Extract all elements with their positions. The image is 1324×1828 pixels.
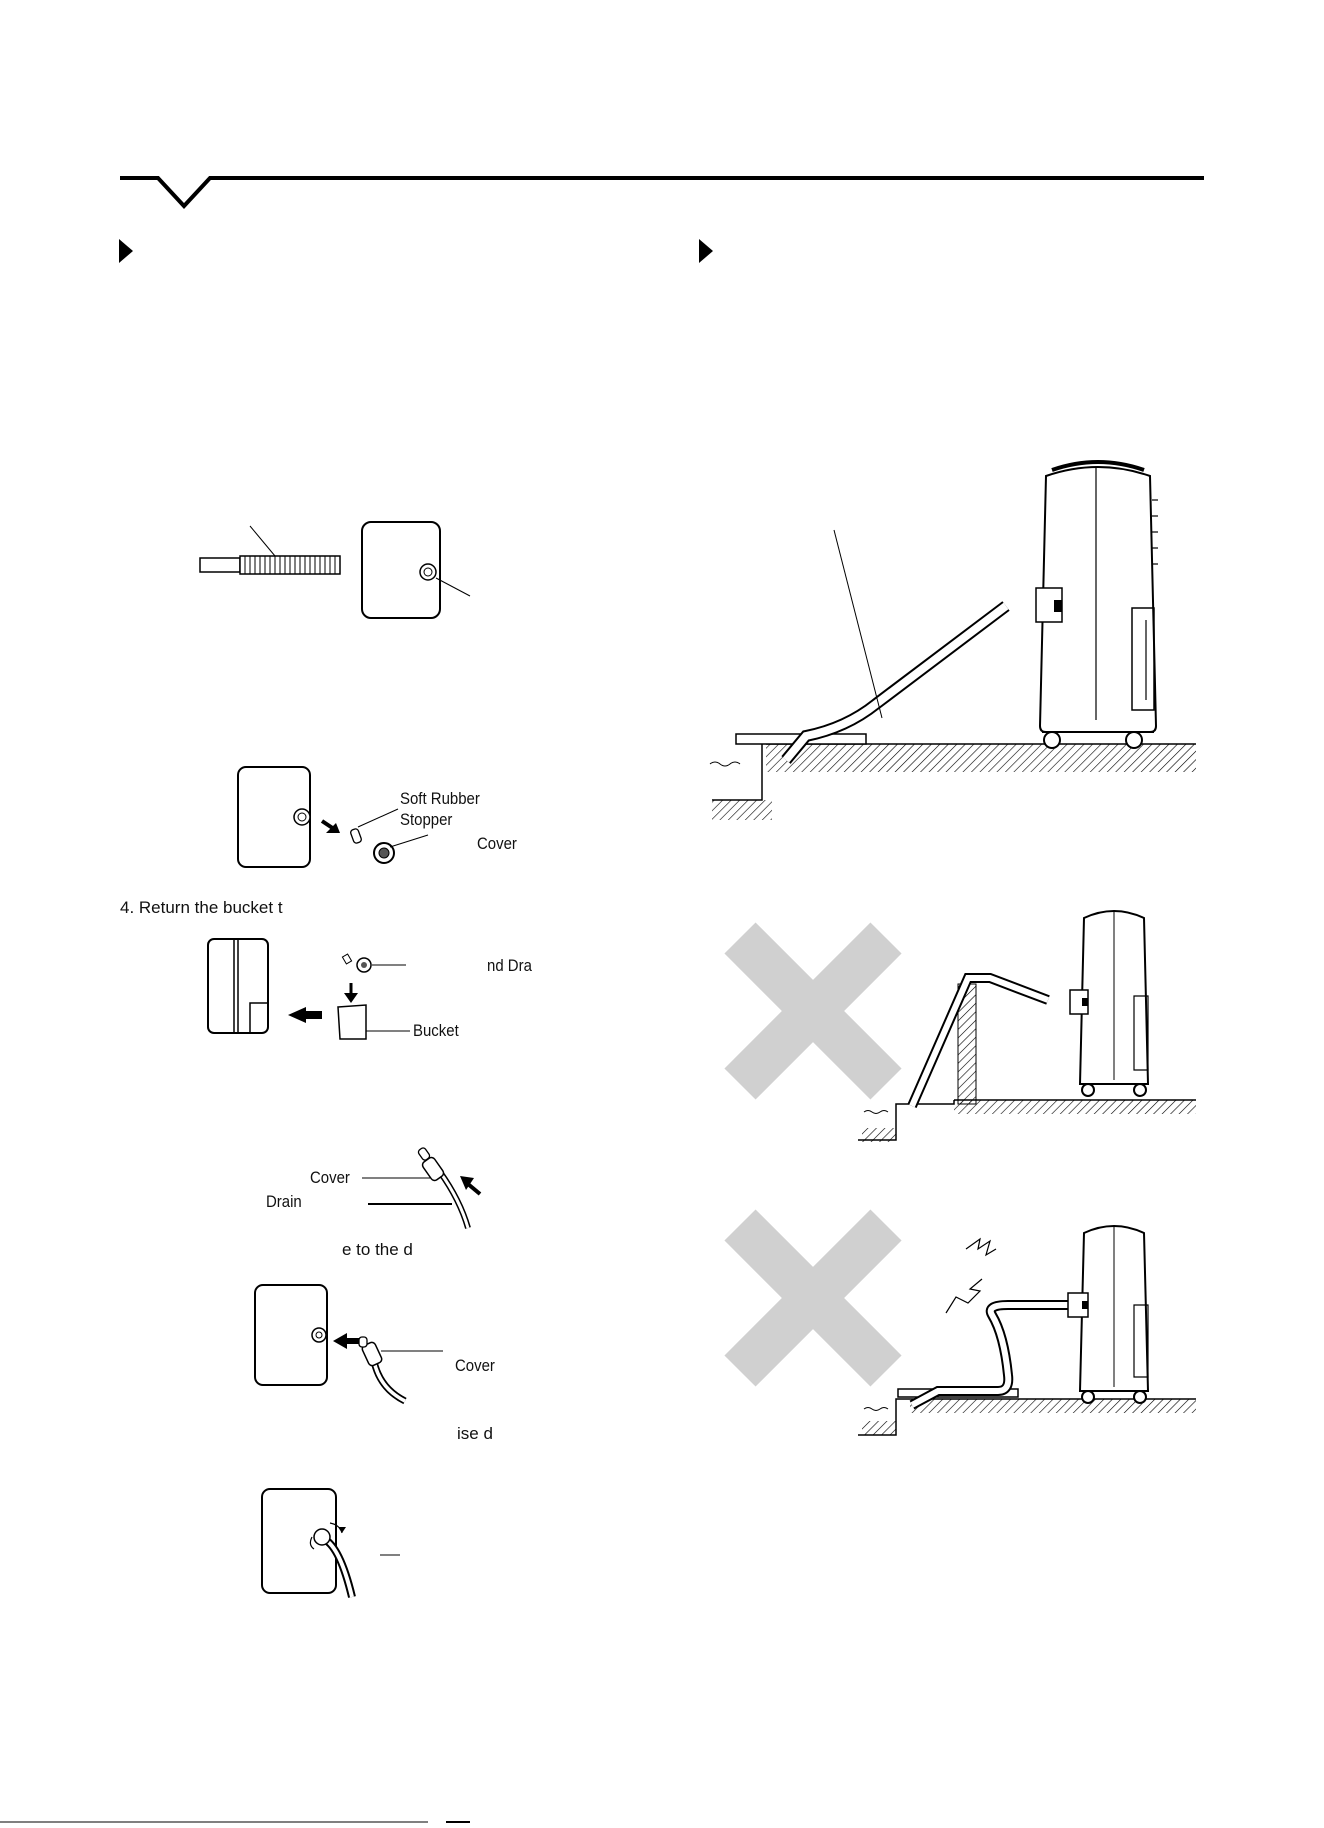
step-4-text: 4. Return the bucket t (120, 898, 283, 917)
label-soft-rubber-stopper: Soft Rubber Stopper (400, 789, 480, 829)
fig7-caption-partial: ise d (457, 1424, 493, 1443)
fig6-caption-partial: e to the d (342, 1240, 413, 1259)
hose-twist-figure (260, 1487, 460, 1607)
section-bullet-right (699, 239, 719, 269)
label-cover-fig5: Cover (310, 1168, 350, 1187)
page-footer-mark (0, 1818, 900, 1828)
header-rule (0, 0, 1324, 220)
wrong-drain-setup-kinked-figure (858, 1195, 1198, 1455)
hose-and-drain-figure (190, 520, 510, 650)
hose-attach-figure (253, 1283, 473, 1403)
label-cover-fig2: Cover (477, 834, 517, 853)
label-drain-fig5: Drain (266, 1192, 302, 1211)
cover-on-hose-figure (350, 1148, 530, 1228)
bucket-return-figure (206, 935, 506, 1045)
wrong-drain-setup-raised-figure (858, 900, 1198, 1160)
label-drain-partial-fig4: nd Dra (487, 956, 532, 975)
label-cover-fig6: Cover (455, 1356, 495, 1375)
label-bucket: Bucket (413, 1021, 459, 1040)
correct-drain-setup-figure (706, 460, 1206, 840)
section-bullet-left (119, 239, 139, 269)
